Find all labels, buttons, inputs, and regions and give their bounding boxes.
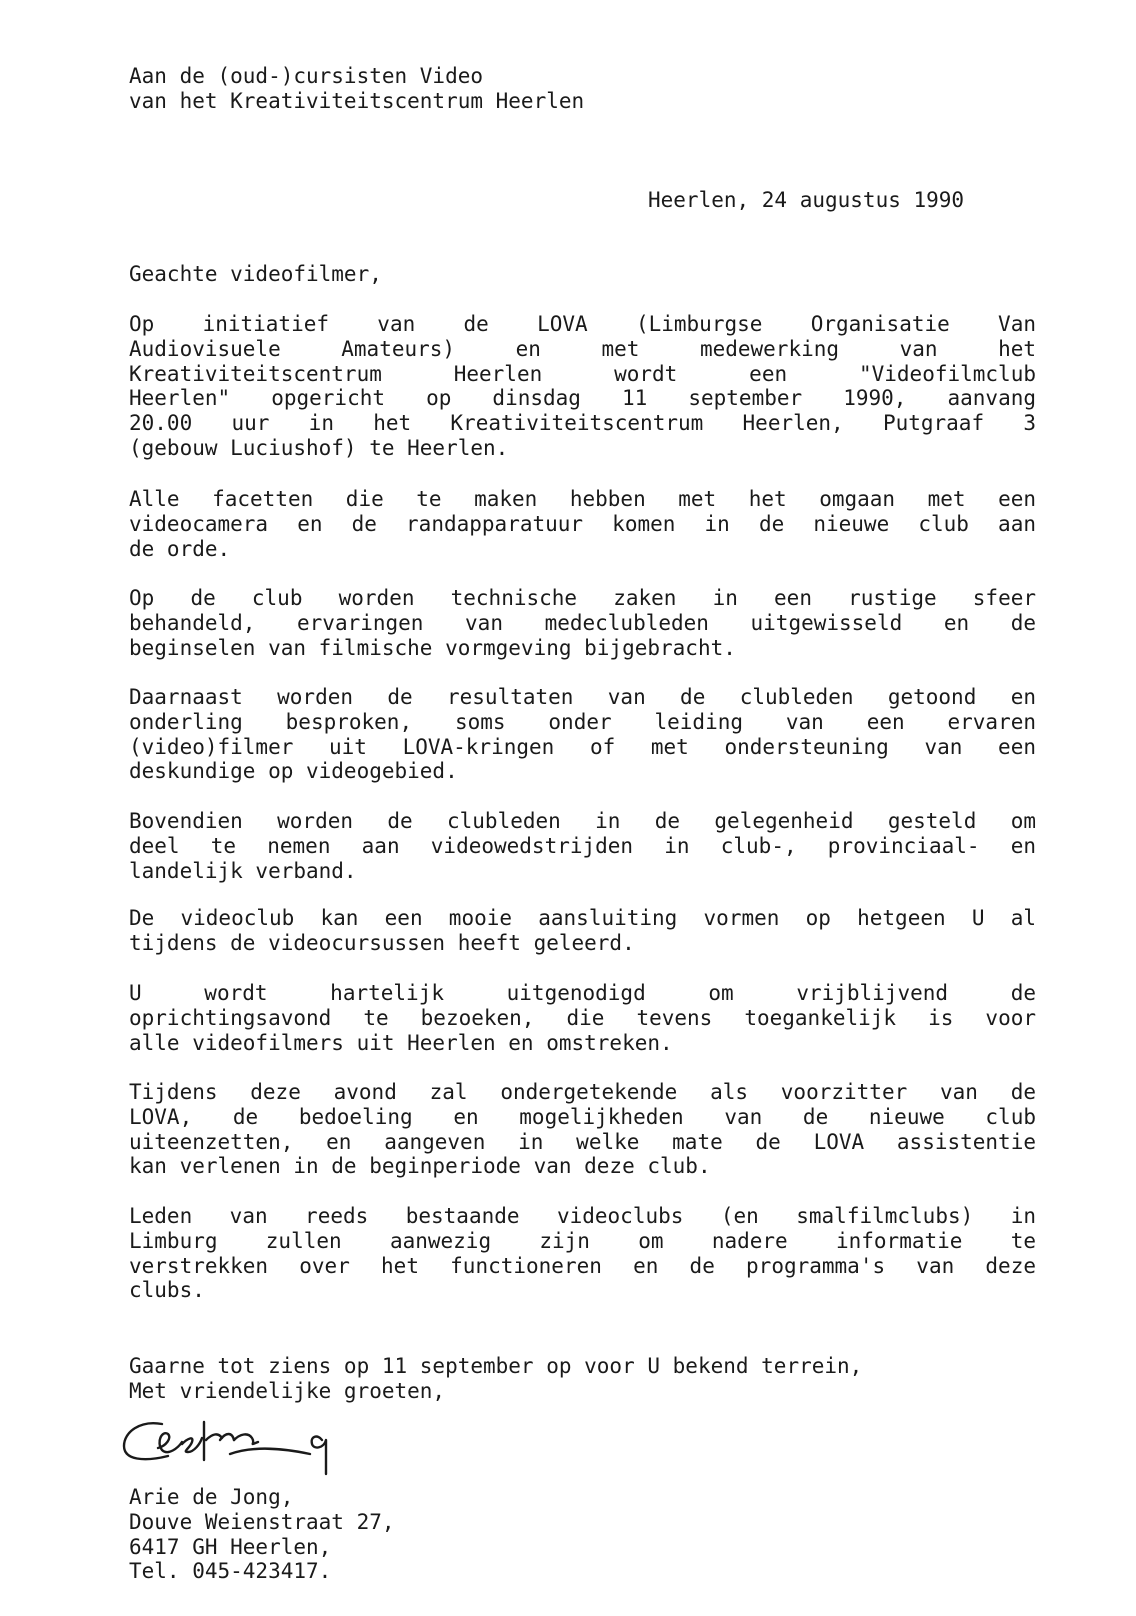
paragraph-last-line: clubs. xyxy=(129,1278,205,1303)
paragraph-7 xyxy=(129,981,1036,1055)
paragraph-line: (video)filmer uit LOVA-kringen of met ondersteuning van een xyxy=(129,734,1036,759)
paragraph-line: U wordt hartelijk uitgenodigd om vrijblijvend de xyxy=(129,981,1036,1005)
paragraph-last-line: de orde. xyxy=(129,536,231,561)
closing xyxy=(129,1354,1036,1404)
recipient-address xyxy=(129,64,1036,114)
paragraph-line: De videoclub kan een mooie aansluiting vormen op hetgeen U al xyxy=(129,906,1036,930)
paragraph-5 xyxy=(129,809,1036,883)
paragraph-last-line: deskundige op videogebied. xyxy=(129,759,458,784)
closing-line-1: Gaarne tot ziens op 11 september op voor U bekend terrein, xyxy=(129,1354,863,1378)
paragraph-line: behandeld, ervaringen van medeclubleden uitgewisseld en de xyxy=(129,610,1036,635)
paragraph-line: Leden van reeds bestaande videoclubs (en smalfilmclubs) in xyxy=(129,1204,1036,1228)
paragraph-line: Daarnaast worden de resultaten van de clubleden getoond en xyxy=(129,685,1036,709)
salutation xyxy=(129,262,1036,287)
paragraph-line: onderling besproken, soms onder leiding van een ervaren xyxy=(129,709,1036,734)
closing-line-2: Met vriendelijke groeten, xyxy=(129,1378,446,1403)
paragraph-line: Alle facetten die te maken hebben met het omgaan met een xyxy=(129,487,1036,511)
paragraph-4 xyxy=(129,685,1036,784)
paragraph-line: 20.00 uur in het Kreativiteitscentrum Heerlen, Putgraaf 3 xyxy=(129,411,1036,436)
paragraph-last-line: tijdens de videocursussen heeft geleerd. xyxy=(129,930,635,955)
paragraph-line: verstrekken over het functioneren en de programma's van deze xyxy=(129,1253,1036,1278)
sender-address xyxy=(129,1485,1036,1584)
salutation-text: Geachte videofilmer, xyxy=(129,262,382,286)
paragraph-line: Bovendien worden de clubleden in de gelegenheid gesteld om xyxy=(129,809,1036,833)
paragraph-3 xyxy=(129,586,1036,660)
paragraph-last-line: landelijk verband. xyxy=(129,858,357,883)
paragraph-8 xyxy=(129,1080,1036,1179)
paragraph-6 xyxy=(129,906,1036,956)
date-line: Heerlen, 24 augustus 1990 xyxy=(648,188,965,212)
paragraph-last-line: kan verlenen in de beginperiode van deze club. xyxy=(129,1154,711,1179)
paragraph-last-line: beginselen van filmische vormgeving bijgebracht. xyxy=(129,635,736,660)
paragraph-line: oprichtingsavond te bezoeken, die tevens toegankelijk is voor xyxy=(129,1005,1036,1030)
paragraph-line: Limburg zullen aanwezig zijn om nadere informatie te xyxy=(129,1228,1036,1253)
address-line-1: Aan de (oud-)cursisten Video xyxy=(129,64,484,88)
sender-street: Douve Weienstraat 27, xyxy=(129,1509,395,1534)
paragraph-line: deel te nemen aan videowedstrijden in club-, provinciaal- en xyxy=(129,833,1036,858)
paragraph-line: Kreativiteitscentrum Heerlen wordt een "Videofilmclub xyxy=(129,361,1036,386)
address-line-2: van het Kreativiteitscentrum Heerlen xyxy=(129,88,585,113)
paragraph-2 xyxy=(129,487,1036,561)
sender-name: Arie de Jong, xyxy=(129,1485,294,1509)
sender-city: 6417 GH Heerlen, xyxy=(129,1534,332,1559)
sender-phone: Tel. 045-423417. xyxy=(129,1559,332,1584)
paragraph-line: videocamera en de randapparatuur komen in de nieuwe club aan xyxy=(129,511,1036,536)
handwritten-signature xyxy=(122,1418,352,1480)
paragraph-line: Heerlen" opgericht op dinsdag 11 september 1990, aanvang xyxy=(129,386,1036,411)
paragraph-1 xyxy=(129,312,1036,461)
paragraph-line: LOVA, de bedoeling en mogelijkheden van de nieuwe club xyxy=(129,1104,1036,1129)
paragraph-last-line: alle videofilmers uit Heerlen en omstreken. xyxy=(129,1030,673,1055)
paragraph-line: Op de club worden technische zaken in een rustige sfeer xyxy=(129,586,1036,610)
paragraph-line: Op initiatief van de LOVA (Limburgse Organisatie Van xyxy=(129,312,1036,336)
paragraph-line: Audiovisuele Amateurs) en met medewerking van het xyxy=(129,336,1036,361)
paragraph-line: uiteenzetten, en aangeven in welke mate de LOVA assistentie xyxy=(129,1129,1036,1154)
paragraph-9 xyxy=(129,1204,1036,1303)
paragraph-last-line: (gebouw Luciushof) te Heerlen. xyxy=(129,435,509,460)
paragraph-line: Tijdens deze avond zal ondergetekende als voorzitter van de xyxy=(129,1080,1036,1104)
